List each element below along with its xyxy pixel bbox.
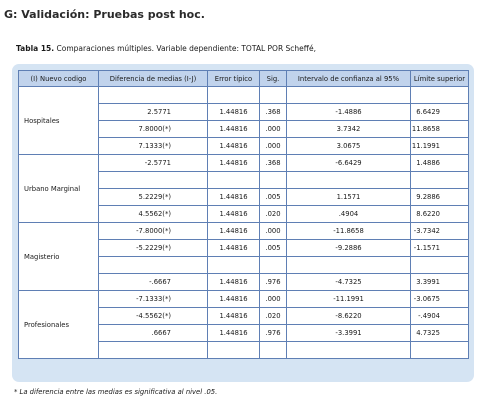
table-cell: .000 [260, 291, 287, 308]
column-header: Diferencia de medias (I-J) [99, 71, 208, 87]
table-number: Tabla 15. [16, 44, 55, 53]
table-cell: -5.2229(*) [99, 240, 208, 257]
table-cell: 1.44816 [208, 189, 260, 206]
table-cell: -3.3991 [287, 325, 411, 342]
column-header: Límite superior [411, 71, 469, 87]
column-header: (I) Nuevo codigo [19, 71, 99, 87]
table-cell: .000 [260, 121, 287, 138]
table-cell [260, 87, 287, 104]
table-title: Comparaciones múltiples. Variable dependiente: TOTAL POR Scheffé, [54, 44, 316, 53]
group-label: Profesionales [19, 291, 99, 359]
table-cell [99, 257, 208, 274]
table-cell [411, 257, 469, 274]
table-cell: 4.7325 [411, 325, 469, 342]
table-row [19, 291, 469, 308]
table-cell [99, 172, 208, 189]
table-cell: .005 [260, 240, 287, 257]
table-cell: -9.2886 [287, 240, 411, 257]
table-cell: 3.7342 [287, 121, 411, 138]
table-cell: -8.6220 [287, 308, 411, 325]
column-header: Intervalo de confianza al 95% [287, 71, 411, 87]
table-cell [287, 342, 411, 359]
table-cell: 9.2886 [411, 189, 469, 206]
table-cell [99, 87, 208, 104]
table-cell [208, 87, 260, 104]
table-row [19, 155, 469, 172]
table-cell: 8.6220 [411, 206, 469, 223]
table-cell: 1.1571 [287, 189, 411, 206]
table-row [19, 223, 469, 240]
table-cell: 3.3991 [411, 274, 469, 291]
table-cell: 1.44816 [208, 325, 260, 342]
table-cell: -4.7325 [287, 274, 411, 291]
table-cell: -3.7342 [411, 223, 469, 240]
header-row [19, 71, 469, 87]
table-cell [287, 172, 411, 189]
table-cell [411, 87, 469, 104]
table-cell: -7.1333(*) [99, 291, 208, 308]
group-label: Urbano Marginal [19, 155, 99, 223]
table-cell: -2.5771 [99, 155, 208, 172]
table-cell: 7.1333(*) [99, 138, 208, 155]
table-cell: 1.44816 [208, 155, 260, 172]
table-cell: 2.5771 [99, 104, 208, 121]
table-cell: 1.44816 [208, 121, 260, 138]
table-cell: 1.44816 [208, 308, 260, 325]
column-header: Error típico [208, 71, 260, 87]
table-cell: 7.8000(*) [99, 121, 208, 138]
table-cell [287, 87, 411, 104]
table-cell [260, 257, 287, 274]
table-cell: -11.8658 [287, 223, 411, 240]
table-cell: .005 [260, 189, 287, 206]
table-cell: -.6667 [99, 274, 208, 291]
table-cell: -7.8000(*) [99, 223, 208, 240]
table-cell: -.4904 [411, 308, 469, 325]
table-cell [411, 172, 469, 189]
table-cell: .000 [260, 223, 287, 240]
table-cell: 11.1991 [411, 138, 469, 155]
table-cell [260, 342, 287, 359]
column-header: Sig. [260, 71, 287, 87]
table-footnote: * La diferencia entre las medias es significativa al nivel .05. [14, 388, 218, 396]
table-cell: -3.0675 [411, 291, 469, 308]
section-heading: G: Validación: Pruebas post hoc. [4, 8, 205, 21]
table-cell: 11.8658 [411, 121, 469, 138]
table-cell: .368 [260, 104, 287, 121]
table-cell: 1.4886 [411, 155, 469, 172]
table-cell: -1.4886 [287, 104, 411, 121]
table-cell [260, 172, 287, 189]
table-cell [208, 257, 260, 274]
group-label: Hospitales [19, 87, 99, 155]
table-cell: .000 [260, 138, 287, 155]
table-cell: 1.44816 [208, 223, 260, 240]
table-frame [12, 64, 474, 382]
table-cell [411, 342, 469, 359]
table-cell [99, 342, 208, 359]
table-cell: 1.44816 [208, 206, 260, 223]
group-label: Magisterio [19, 223, 99, 291]
table-cell: -4.5562(*) [99, 308, 208, 325]
comparisons-table [18, 70, 469, 359]
table-cell: 5.2229(*) [99, 189, 208, 206]
table-cell: 1.44816 [208, 138, 260, 155]
table-cell: 6.6429 [411, 104, 469, 121]
table-cell: 3.0675 [287, 138, 411, 155]
table-cell: -1.1571 [411, 240, 469, 257]
table-cell: -6.6429 [287, 155, 411, 172]
table-cell [208, 172, 260, 189]
table-cell: .020 [260, 206, 287, 223]
table-cell: .976 [260, 274, 287, 291]
table-cell: 1.44816 [208, 240, 260, 257]
table-cell: .4904 [287, 206, 411, 223]
table-body [19, 71, 469, 359]
table-cell: .020 [260, 308, 287, 325]
table-cell: .976 [260, 325, 287, 342]
table-row [19, 87, 469, 104]
table-cell: .6667 [99, 325, 208, 342]
table-cell: -11.1991 [287, 291, 411, 308]
table-cell: 1.44816 [208, 291, 260, 308]
table-cell: 1.44816 [208, 274, 260, 291]
table-cell: .368 [260, 155, 287, 172]
table-cell [208, 342, 260, 359]
table-caption [16, 44, 316, 53]
table-cell: 4.5562(*) [99, 206, 208, 223]
table-cell: 1.44816 [208, 104, 260, 121]
table-cell [287, 257, 411, 274]
